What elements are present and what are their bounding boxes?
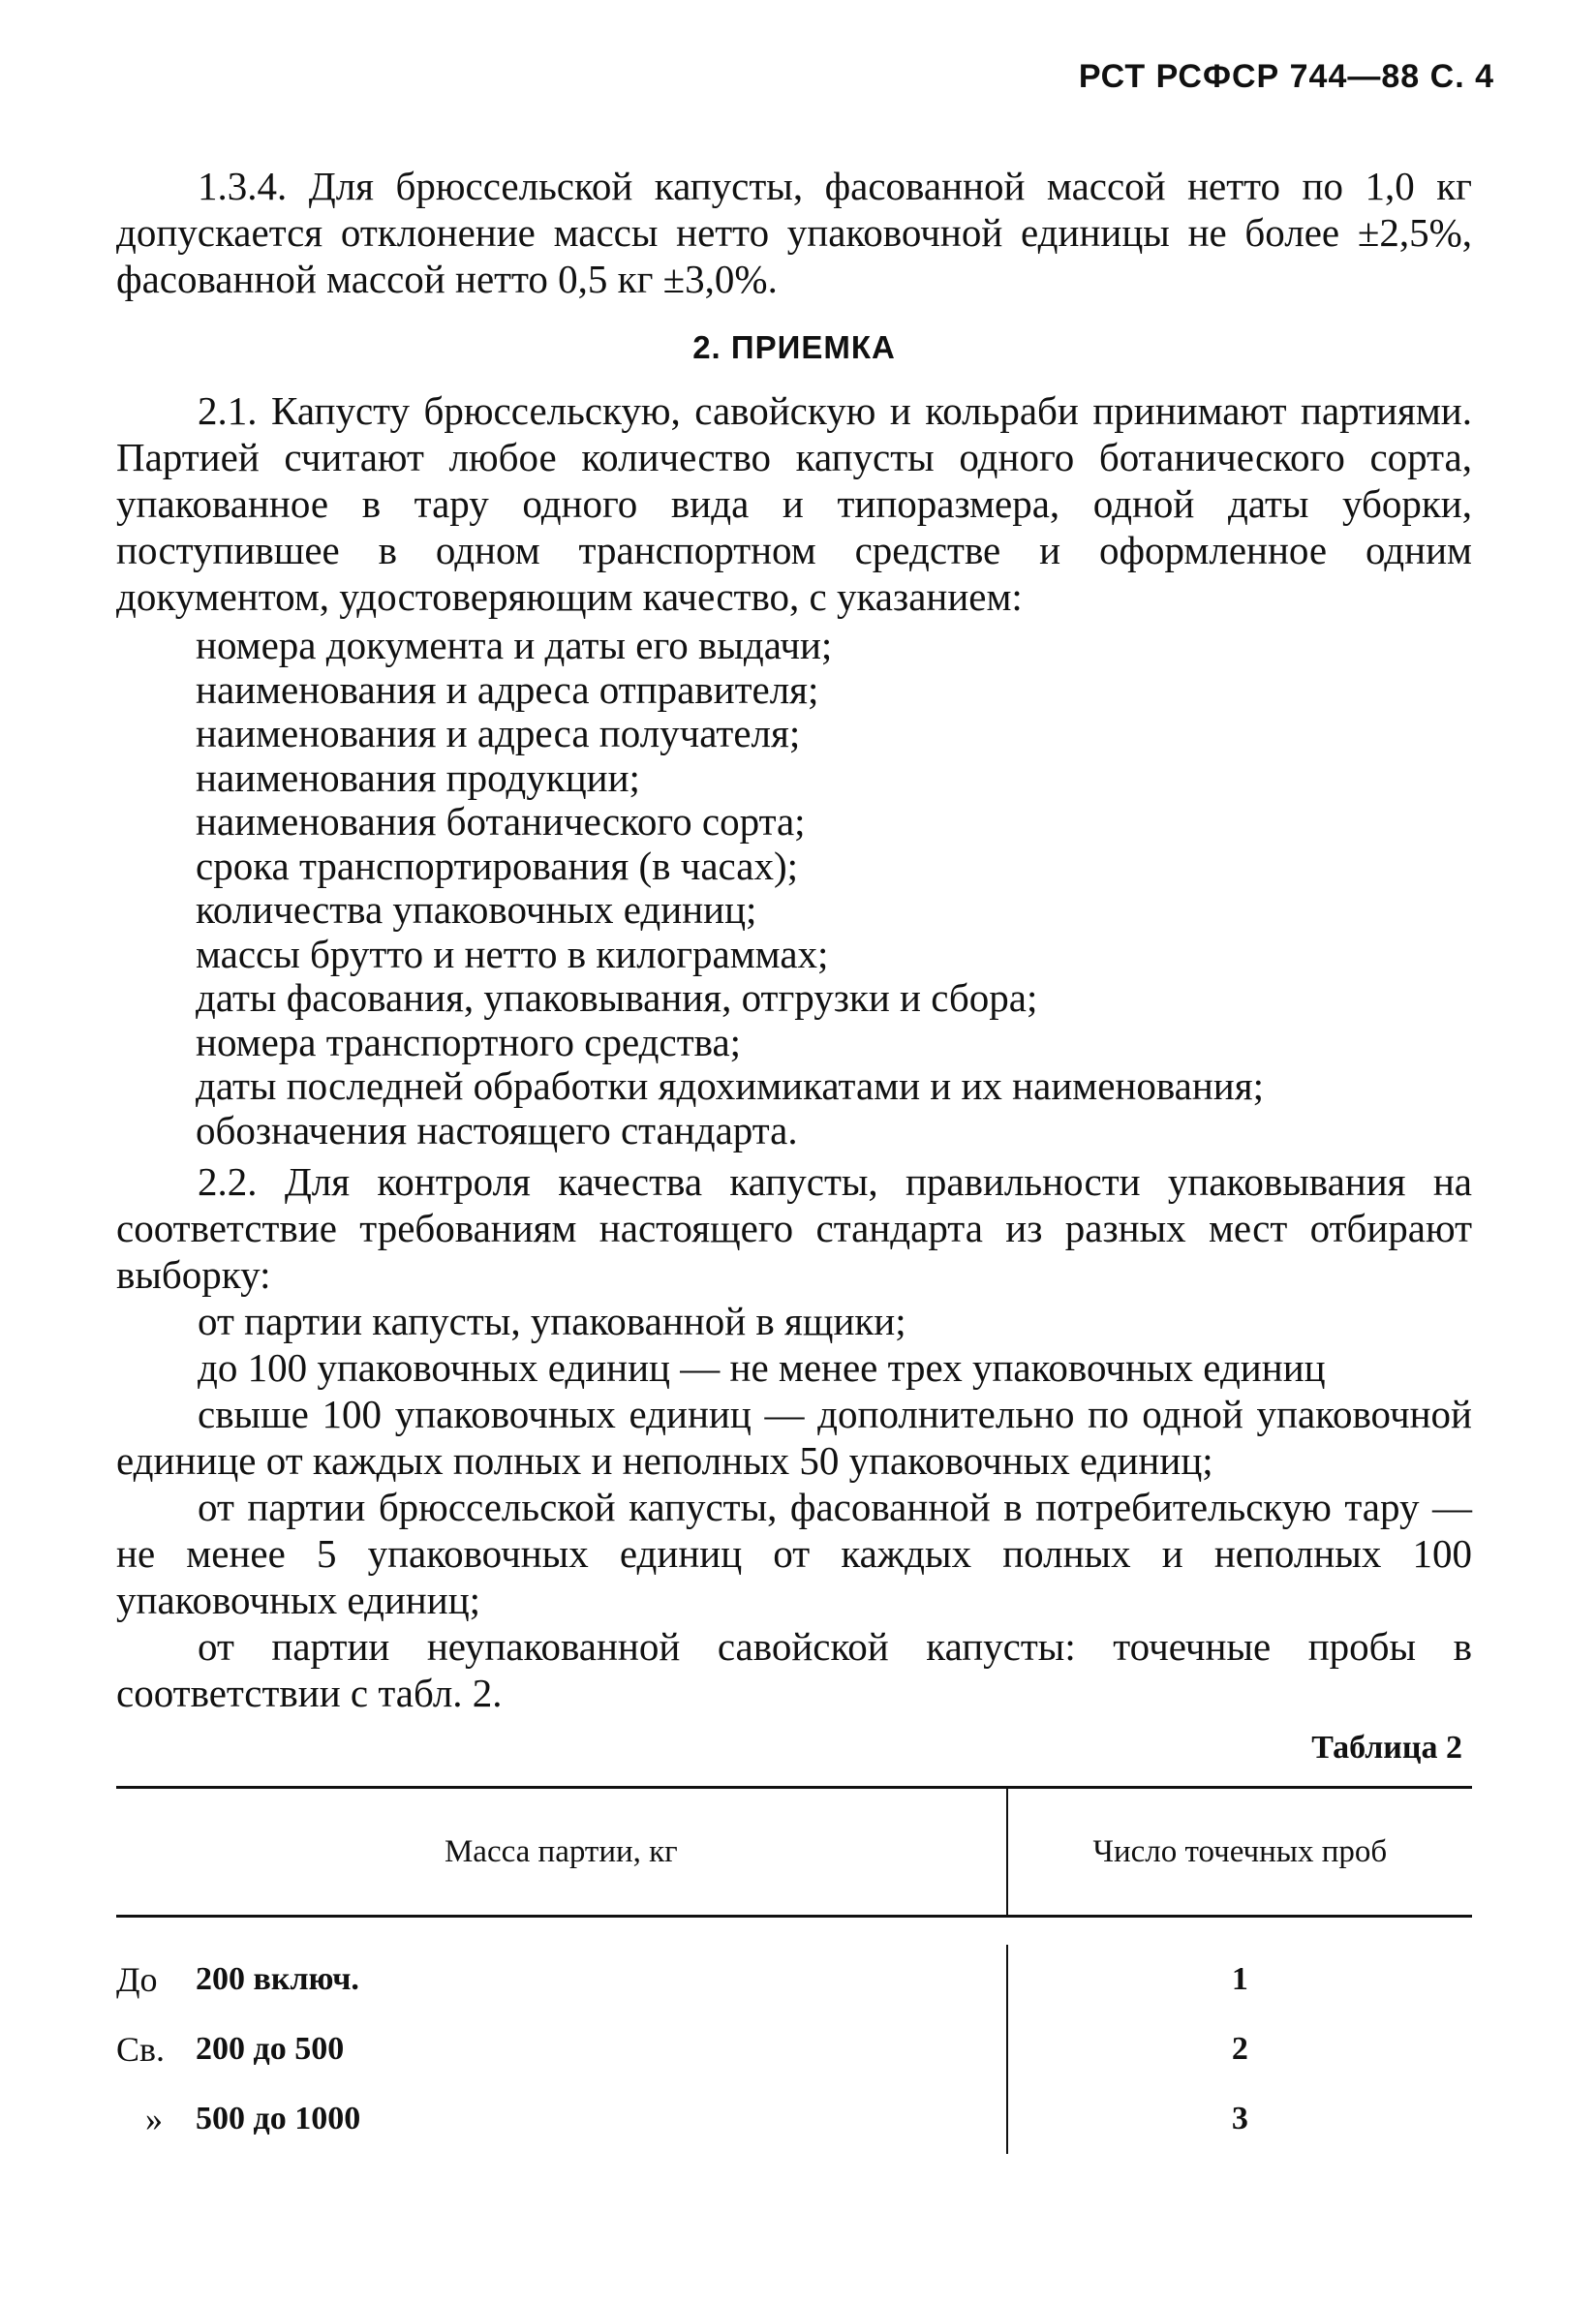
mass-cell — [116, 2014, 1008, 2084]
paragraph-2-2-boxes: от партии капусты, упакованной в ящики; — [198, 1299, 906, 1343]
mass-prefix: Св. — [116, 2030, 166, 2069]
mass-cell — [116, 2084, 1008, 2154]
paragraph-2-2-upto-100: до 100 упаковочных единиц — не менее трех упаковочных единиц — [198, 1345, 1326, 1390]
paragraph-2-2-brussels: от партии брюссельской капусты, фасованной в потребительскую тару — не менее 5 упаковочных единиц от каждых полных и неполных 100 упаковочных единиц; — [116, 1485, 1472, 1622]
paragraph-2-2: 2.2. Для контроля качества капусты, правильности упаковывания на соответствие требованиям настоящего стандарта из разных мест отбирают выборку: — [116, 1159, 1472, 1297]
samples-cell: 3 — [1231, 2101, 1248, 2136]
list-item: обозначения настоящего стандарта. — [196, 1107, 798, 1152]
mass-prefix: » — [145, 2100, 163, 2138]
paragraph-2-1: 2.1. Капусту брюссельскую, савойскую и кольраби принимают партиями. Партией считают любое количество капусты одного ботанического сорта, упакованное в тару одного вида и типоразмера, одной даты уборки, поступившее в одном транспортном средстве и оформленное одним документом, удостоверяющим качество, с указанием: — [116, 388, 1472, 619]
paragraph-2-2-savoy: от партии неупакованной савойской капусты: точечные пробы в соответствии с табл. 2. — [116, 1624, 1472, 1715]
list-item: наименования и адреса отправителя; — [196, 666, 819, 712]
samples-cell: 2 — [1231, 2031, 1248, 2067]
list-item: даты фасования, упаковывания, отгрузки и сбора; — [196, 975, 1038, 1020]
samples-table — [116, 1786, 1472, 2154]
mass-range: 500 до 1000 — [196, 2101, 361, 2136]
samples-cell: 1 — [1231, 1961, 1248, 1997]
section-title: 2. ПРИЕМКА — [692, 329, 896, 365]
table-body — [116, 1945, 1472, 2154]
mass-range: 200 включ. — [196, 1961, 359, 1997]
list-item: наименования ботанического сорта; — [196, 799, 806, 844]
document-body — [116, 163, 1472, 2154]
list-item: срока транспортирования (в часах); — [196, 843, 798, 888]
table-caption: Таблица 2 — [1311, 1730, 1462, 1766]
list-item: количества упаковочных единиц; — [196, 887, 757, 932]
list-item: массы брутто и нетто в килограммах; — [196, 931, 829, 976]
column-header-samples: Число точечных проб — [1092, 1833, 1388, 1869]
mass-prefix: До — [116, 1960, 158, 1999]
table-row — [116, 1945, 1472, 2014]
table-row — [116, 2014, 1472, 2084]
document-fields-list — [196, 624, 1472, 1152]
paragraph-2-2-over-100: свыше 100 упаковочных единиц — дополнительно по одной упаковочной единице от каждых полных и неполных 50 упаковочных единиц; — [116, 1392, 1472, 1483]
column-header-mass: Масса партии, кг — [116, 1789, 1008, 1915]
table-row — [116, 2084, 1472, 2154]
list-item: наименования продукции; — [196, 754, 640, 800]
list-item: номера документа и даты его выдачи; — [196, 623, 833, 667]
mass-cell — [116, 1945, 1008, 2014]
table-header — [116, 1789, 1472, 1918]
page-header: РСТ РСФСР 744—88 С. 4 — [1078, 58, 1494, 95]
list-item: наименования и адреса получателя; — [196, 711, 801, 755]
list-item: даты последней обработки ядохимикатами и их наименования; — [196, 1063, 1264, 1108]
list-item: номера транспортного средства; — [196, 1019, 742, 1064]
paragraph-1-3-4: 1.3.4. Для брюссельской капусты, фасованной массой нетто по 1,0 кг допускается отклонение массы нетто упаковочной единицы не более ±2,5%, фасованной массой нетто 0,5 кг ±3,0%. — [116, 164, 1472, 301]
mass-range: 200 до 500 — [196, 2031, 345, 2067]
